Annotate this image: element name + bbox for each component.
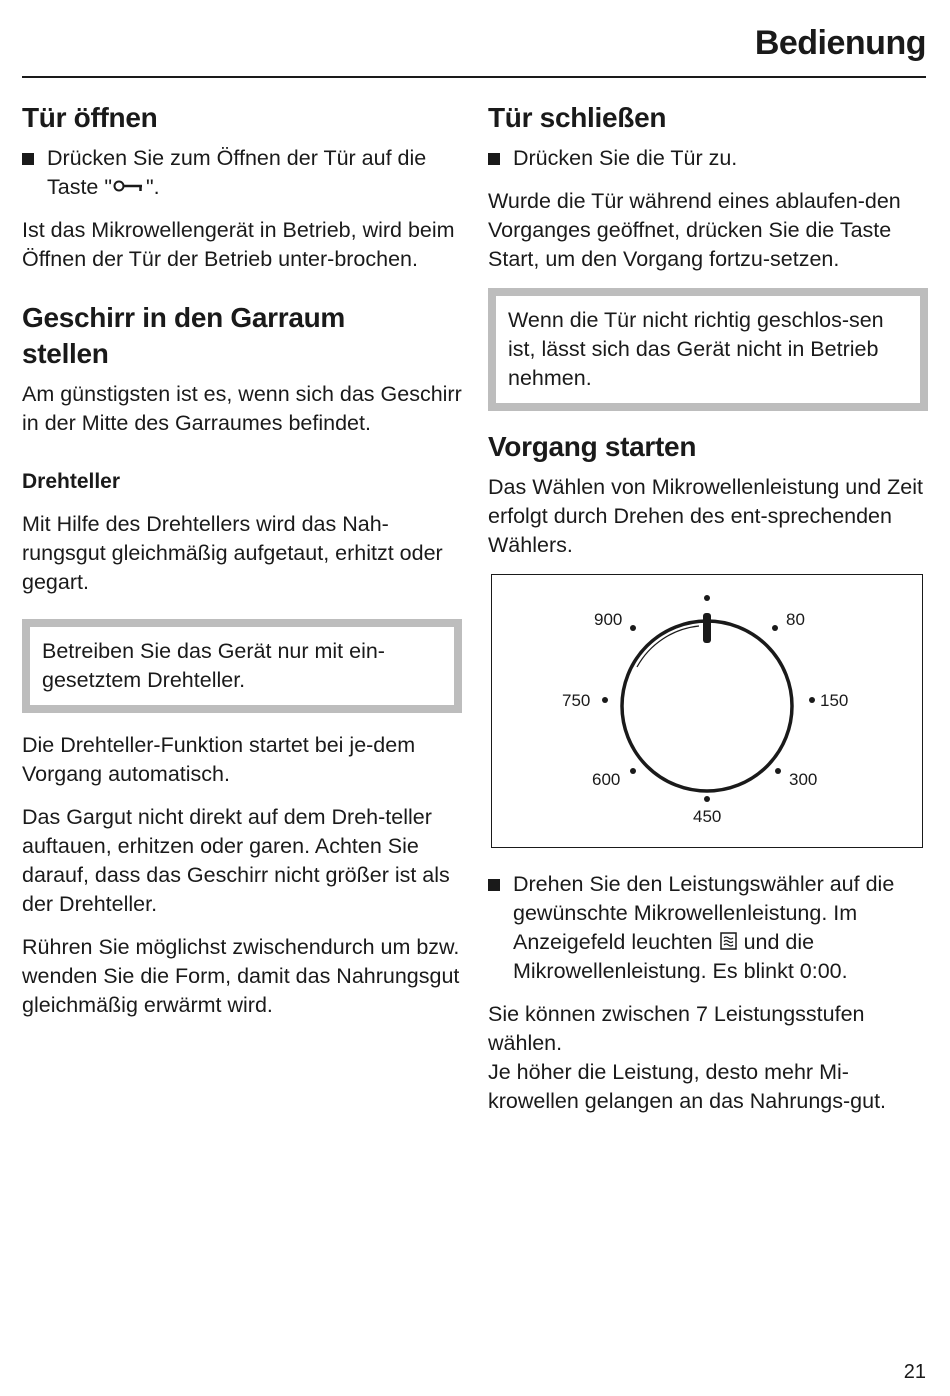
dial-dot-300 xyxy=(775,768,781,774)
note-turntable: Betreiben Sie das Gerät nur mit ein-gesetztem Drehteller. xyxy=(22,619,462,713)
header-divider xyxy=(22,76,926,78)
text-turntable-1: Mit Hilfe des Drehtellers wird das Nah-rungsgut gleichmäßig aufgetaut, erhitzt oder gegart. xyxy=(22,512,443,594)
text-power-levels-2: Je höher die Leistung, desto mehr Mi-krowellen gelangen an das Nahrungs-gut. xyxy=(488,1060,887,1113)
right-column xyxy=(488,100,928,1130)
page-number: 21 xyxy=(903,1361,926,1383)
bullet-power-select: Drehen Sie den Leistungswähler auf die gewünschte Mikrowellenleistung. Im Anzeigefeld leuchten und die Mikrowellenleistung. Es blinkt 0:00. xyxy=(488,870,928,986)
dial-label-300: 300 xyxy=(789,770,818,789)
dial-label-450: 450 xyxy=(693,807,722,826)
dial-dot-600 xyxy=(630,768,636,774)
dial-label-80: 80 xyxy=(786,610,805,629)
dial-label-150: 150 xyxy=(820,691,849,710)
dial-dot-750 xyxy=(602,697,608,703)
left-column xyxy=(22,100,462,1034)
text-start: Das Wählen von Mikrowellenleistung und Zeit erfolgt durch Drehen des ent-sprechenden Wählers. xyxy=(488,475,923,557)
dial-label-600: 600 xyxy=(592,770,621,789)
text-door-close: Wurde die Tür während eines ablaufen-den Vorganges geöffnet, drücken Sie die Taste Start, um den Vorgang fortzu-setzen. xyxy=(488,189,901,271)
bullet-door-open: Drücken Sie zum Öffnen der Tür auf die Taste " ". xyxy=(22,144,462,202)
bullet-square-icon xyxy=(22,153,34,165)
dial-dot-80 xyxy=(772,625,778,631)
dial-pointer xyxy=(703,613,711,643)
section-title-start: Vorgang starten xyxy=(488,431,697,462)
bullet-square-icon xyxy=(488,879,500,891)
microwave-power-icon xyxy=(720,932,737,950)
section-title-door-close: Tür schließen xyxy=(488,102,667,133)
dial-ring xyxy=(622,621,792,791)
power-dial-illustration xyxy=(491,574,923,848)
subsection-title-turntable: Drehteller xyxy=(22,470,121,493)
dial-label-750: 750 xyxy=(562,691,591,710)
power-dial-svg xyxy=(492,575,922,847)
text-turntable-3: Das Gargut nicht direkt auf dem Dreh-teller auftauen, erhitzen oder garen. Achten Sie darauf, dass das Geschirr nicht größer ist als der Drehteller. xyxy=(22,805,450,916)
dial-dot-150 xyxy=(809,697,815,703)
section-title-door-open: Tür öffnen xyxy=(22,102,158,133)
bullet-square-icon xyxy=(488,153,500,165)
dial-label-900: 900 xyxy=(594,610,623,629)
text-power-levels-1: Sie können zwischen 7 Leistungsstufen wählen. xyxy=(488,1002,865,1055)
page-header-title: Bedienung xyxy=(754,24,926,62)
text-dishes: Am günstigsten ist es, wenn sich das Geschirr in der Mitte des Garraumes befindet. xyxy=(22,382,462,435)
text-turntable-4: Rühren Sie möglichst zwischendurch um bzw. wenden Sie die Form, damit das Nahrungsgut gleichmäßig erwärmt wird. xyxy=(22,935,460,1017)
text-door-open: Ist das Mikrowellengerät in Betrieb, wird beim Öffnen der Tür der Betrieb unter-brochen. xyxy=(22,218,455,271)
dial-dot-450 xyxy=(704,796,710,802)
dial-dot-top xyxy=(704,595,710,601)
dial-dot-900 xyxy=(630,625,636,631)
note-door-close: Wenn die Tür nicht richtig geschlos-sen ist, lässt sich das Gerät nicht in Betrieb nehmen. xyxy=(488,288,928,411)
text-turntable-2: Die Drehteller-Funktion startet bei je-dem Vorgang automatisch. xyxy=(22,733,416,786)
key-icon xyxy=(113,179,145,193)
section-title-dishes: Geschirr in den Garraum stellen xyxy=(22,302,345,369)
bullet-door-close: Drücken Sie die Tür zu. xyxy=(488,144,928,173)
